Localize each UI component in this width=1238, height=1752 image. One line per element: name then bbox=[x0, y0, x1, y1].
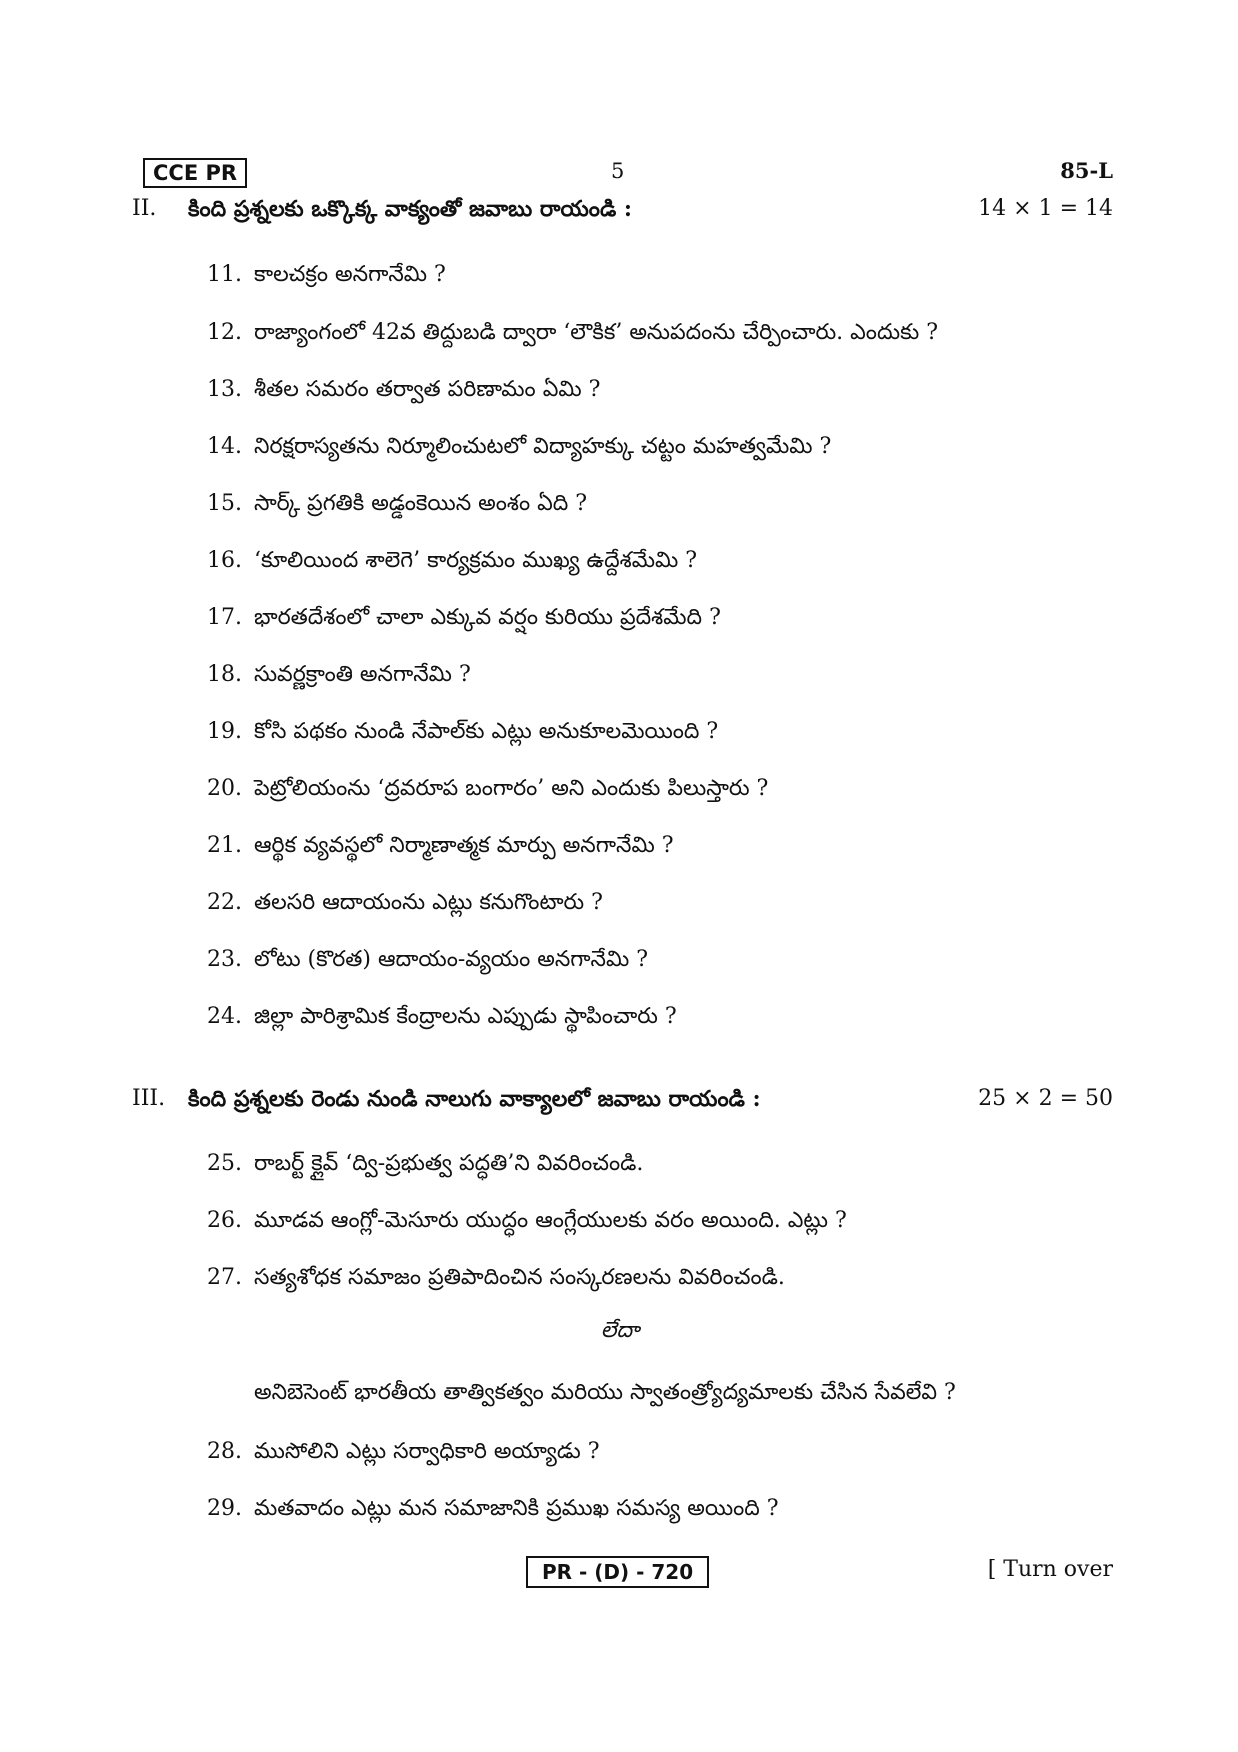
paper-code: 85-L bbox=[1060, 158, 1113, 183]
question-text: శీతల సమరం తర్వాత పరిణామం ఏమి ? bbox=[254, 377, 601, 402]
question-text: రాజ్యాంగంలో 42వ తిద్దుబడి ద్వారా ‘లౌకిక’ అనుపదంను చేర్పించారు. ఎందుకు ? bbox=[254, 320, 938, 345]
question-number: 11. bbox=[207, 262, 242, 287]
question-14 bbox=[190, 430, 1090, 464]
question-number: 14. bbox=[207, 434, 242, 459]
question-11 bbox=[190, 258, 1090, 292]
question-26 bbox=[190, 1204, 1090, 1238]
section-2-instruction: కింది ప్రశ్నలకు ఒక్కొక్క వాక్యంతో జవాబు రాయండి : bbox=[188, 196, 633, 222]
exam-code-box: CCE PR bbox=[143, 158, 247, 188]
question-number: 12. bbox=[207, 320, 242, 345]
question-15 bbox=[190, 487, 1090, 521]
question-number: 20. bbox=[207, 776, 242, 801]
section-3-heading bbox=[132, 1086, 1113, 1120]
question-28 bbox=[190, 1435, 1090, 1469]
question-21 bbox=[190, 829, 1090, 863]
section-2-number: II. bbox=[132, 196, 157, 221]
question-number: 29. bbox=[207, 1496, 242, 1521]
section-3-instruction: కింది ప్రశ్నలకు రెండు నుండి నాలుగు వాక్యాలలో జవాబు రాయండి : bbox=[188, 1086, 761, 1112]
question-text: కాలచక్రం అనగానేమి ? bbox=[254, 262, 446, 287]
question-text: కోసి పథకం నుండి నేపాల్‌కు ఎట్లు అనుకూలమెయింది ? bbox=[254, 719, 719, 744]
question-text: లోటు (కొరత) ఆదాయం-వ్యయం అనగానేమి ? bbox=[254, 947, 649, 972]
question-text: పెట్రోలియంను ‘ద్రవరూప బంగారం’ అని ఎందుకు పిలుస్తారు ? bbox=[254, 776, 769, 801]
question-number: 19. bbox=[207, 719, 242, 744]
question-text: నిరక్షరాస్యతను నిర్మూలించుటలో విద్యాహక్కు చట్టం మహత్వమేమి ? bbox=[254, 434, 832, 459]
question-12 bbox=[190, 316, 1090, 350]
question-22 bbox=[190, 886, 1090, 920]
question-number: 18. bbox=[207, 662, 242, 687]
question-number: 16. bbox=[207, 548, 242, 573]
question-number: 22. bbox=[207, 890, 242, 915]
question-16 bbox=[190, 544, 1090, 578]
question-25 bbox=[190, 1147, 1090, 1181]
footer-paper-code: PR - (D) - 720 bbox=[526, 1556, 709, 1588]
question-19 bbox=[190, 715, 1090, 749]
page-header bbox=[143, 158, 1113, 194]
turn-over-note: [ Turn over bbox=[987, 1557, 1113, 1582]
question-text: సువర్ణక్రాంతి అనగానేమి ? bbox=[254, 662, 471, 687]
question-27 bbox=[190, 1261, 1090, 1295]
question-text: ‘కూలియింద శాలెగె’ కార్యక్రమం ముఖ్య ఉద్దేశమేమి ? bbox=[254, 548, 698, 573]
question-text: తలసరి ఆదాయంను ఎట్లు కనుగొంటారు ? bbox=[254, 890, 603, 915]
question-text: భారతదేశంలో చాలా ఎక్కువ వర్షం కురియు ప్రదేశమేది ? bbox=[254, 605, 721, 630]
question-13 bbox=[190, 373, 1090, 407]
question-number: 13. bbox=[207, 377, 242, 402]
question-18 bbox=[190, 658, 1090, 692]
question-number: 21. bbox=[207, 833, 242, 858]
section-2-heading bbox=[132, 196, 1113, 230]
question-27-alternative: అనిబెసెంట్ భారతీయ తాత్వికత్వం మరియు స్వాతంత్ర్యోద్యమాలకు చేసిన సేవలేవి ? bbox=[254, 1380, 956, 1405]
question-number: 26. bbox=[207, 1208, 242, 1233]
question-number: 24. bbox=[207, 1004, 242, 1029]
question-number: 23. bbox=[207, 947, 242, 972]
question-17 bbox=[190, 601, 1090, 635]
question-29 bbox=[190, 1492, 1090, 1526]
section-3-marks: 25 × 2 = 50 bbox=[978, 1086, 1113, 1111]
question-text: ఆర్థిక వ్యవస్థలో నిర్మాణాత్మక మార్పు అనగానేమి ? bbox=[254, 833, 674, 858]
question-number: 15. bbox=[207, 491, 242, 516]
section-2-marks: 14 × 1 = 14 bbox=[978, 196, 1113, 221]
or-label: లేదా bbox=[600, 1318, 640, 1343]
question-text: ముసోలిని ఎట్లు సర్వాధికారి అయ్యాడు ? bbox=[254, 1439, 600, 1464]
question-text: మతవాదం ఎట్లు మన సమాజానికి ప్రముఖ సమస్య అయింది ? bbox=[254, 1496, 779, 1521]
question-number: 25. bbox=[207, 1151, 242, 1176]
question-23 bbox=[190, 943, 1090, 977]
question-text: రాబర్ట్ క్లైవ్ ‘ద్వి-ప్రభుత్వ పద్ధతి’ని వివరించండి. bbox=[254, 1151, 644, 1176]
question-text: జిల్లా పారిశ్రామిక కేంద్రాలను ఎప్పుడు స్థాపించారు ? bbox=[254, 1004, 677, 1029]
section-3-number: III. bbox=[132, 1086, 166, 1111]
question-20 bbox=[190, 772, 1090, 806]
question-24 bbox=[190, 1000, 1090, 1034]
question-text: మూడవ ఆంగ్లో-మెసూరు యుద్ధం ఆంగ్లేయులకు వరం అయింది. ఎట్లు ? bbox=[254, 1208, 847, 1233]
question-text: సత్యశోధక సమాజం ప్రతిపాదించిన సంస్కరణలను వివరించండి. bbox=[254, 1265, 785, 1290]
question-number: 17. bbox=[207, 605, 242, 630]
question-text: సార్క్ ప్రగతికి అడ్డంకెయిన అంశం ఏది ? bbox=[254, 491, 588, 516]
page-number: 5 bbox=[611, 159, 625, 183]
question-number: 27. bbox=[207, 1265, 242, 1290]
question-number: 28. bbox=[207, 1439, 242, 1464]
